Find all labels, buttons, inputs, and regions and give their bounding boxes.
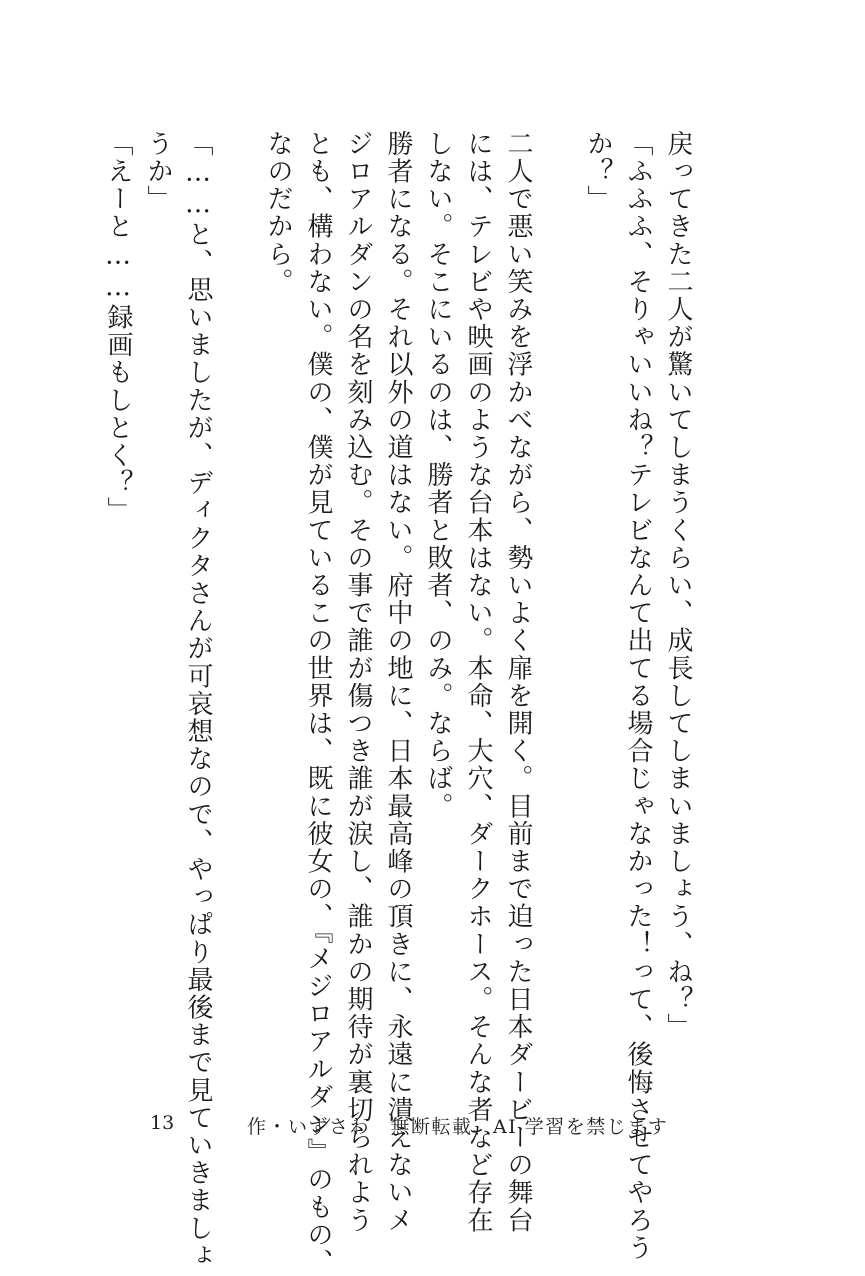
text-column: うか」	[143, 130, 173, 213]
text-column: なのだから。	[263, 130, 293, 296]
text-column	[218, 130, 258, 1070]
page-number: 13	[150, 1112, 175, 1134]
text-column: 「ふふふ、そりゃいいね？テレビなんて出てる場合じゃなかった！って、後悔させてやろう	[623, 130, 653, 1262]
text-column: か？」	[583, 130, 613, 213]
text-column: しない。そこにいるのは、勝者と敗者、のみ。ならば。	[423, 130, 453, 820]
text-column: 「えーと……録画もしとく？」	[103, 130, 133, 525]
text-column: 「……と、思いましたが、ディクタさんが可哀想なので、やっぱり最後まで見ていきましょ	[183, 130, 213, 1270]
text-column: とも、構わない。僕の、僕が見ているこの世界は、既に彼女の、『メジロアルダン』のもの、	[303, 130, 333, 1276]
text-column: には、テレビや映画のような台本はない。本命、大穴、ダークホース。そんな者など存在	[463, 130, 493, 1234]
text-column: 勝者になる。それ以外の道はない。府中の地に、日本最高峰の頂きに、永遠に潰えないメ	[383, 130, 413, 1234]
text-column: 戻ってきた二人が驚いてしまうくらい、成長してしまいましょう、ね？」	[663, 130, 693, 1041]
text-column: 二人で悪い笑みを浮かべながら、勢いよく扉を開く。目前まで迫った日本ダービーの舞台	[503, 130, 533, 1234]
footer-note: 作・いずさわ 無断転載、AI 学習を禁じます	[247, 1116, 669, 1138]
text-column	[538, 130, 578, 1070]
text-column: ジロアルダンの名を刻み込む。その事で誰が傷つき誰が涙し、誰かの期待が裏切られよう	[343, 130, 373, 1234]
